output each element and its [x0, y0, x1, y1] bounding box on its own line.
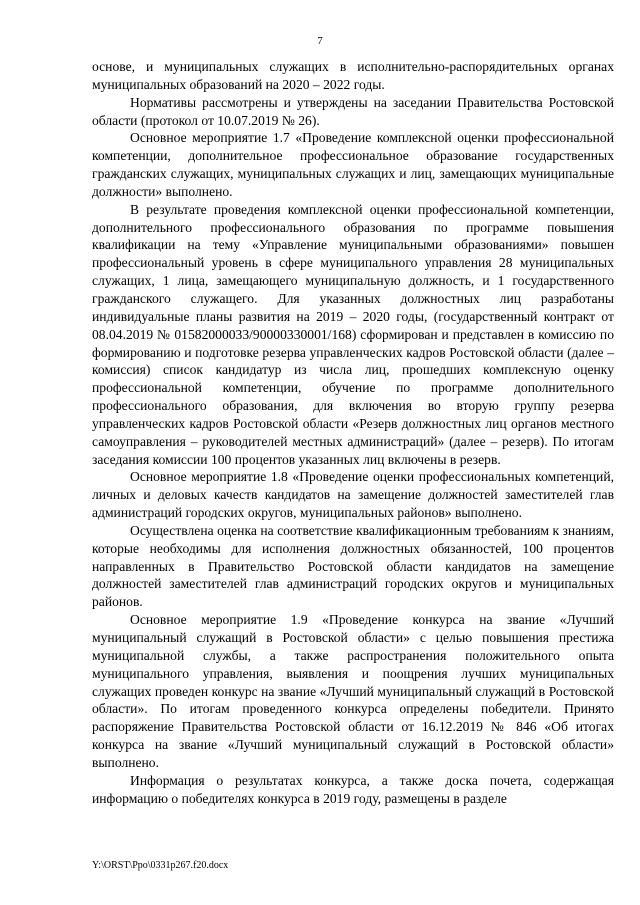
page-number: 7 — [317, 35, 323, 47]
paragraph-assessment-results: В результате проведения комплексной оценки профессиональной компетенции, дополнительного профессионального образования по программе повышения квалификации на тему «Управление муниципальными образованиями» повышен профессиональный уровень в сфере муниципального управления 28 муниципальных служащих, 1 лица, замещающего муниципальную должность, и 1 государственного гражданского служащего. Для указанных должностных лиц разработаны индивидуальные планы развития на 2019 – 2020 годы, (государственный контракт от 08.04.2019 № 01582000033/90000330001/168) сформирован и представлен в комиссию по формированию и подготовке резерва управленческих кадров Ростовской области (далее – комиссия) список кандидатур из числа лиц, прошедших комплексную оценку профессиональной компетенции, обучение по программе дополнительного профессионального образования, для включения во вторую группу резерва управленческих кадров Ростовской области «Резерв должностных лиц органов местного самоуправления – руководителей местных администраций» (далее – резерв). По итогам заседания комиссии 100 процентов указанных лиц включены в резерв. — [92, 201, 614, 467]
paragraph-qualification-assessment: Осуществлена оценка на соответствие квалификационным требованиям к знаниям, которые необходимы для исполнения должностных обязанностей, 100 процентов направленных в Правительство Ростовской области кандидатов на замещение должностей заместителей глав администраций городских округов и муниципальных районов. — [92, 522, 614, 610]
paragraph-activity-1-9: Основное мероприятие 1.9 «Проведение конкурса на звание «Лучший муниципальный служащий в Ростовской области» с целью повышения престижа муниципальной службы, а также распространения положительного опыта муниципального управления, выявления и поощрения лучших муниципальных служащих проведен конкурс на звание «Лучший муниципальный служащий в Ростовской области». По итогам проведенного конкурса определены победители. Принято распоряжение Правительства Ростовской области от 16.12.2019 № 846 «Об итогах конкурса на звание «Лучший муниципальный служащий в Ростовской области» выполнено. — [92, 612, 614, 770]
paragraph-contest-information: Информация о результатах конкурса, а также доска почета, содержащая информацию о победителях конкурса в 2019 году, размещены в разделе — [92, 772, 614, 806]
paragraph-continuation: основе, и муниципальных служащих в исполнительно-распорядительных органах муниципальных образований на 2020 – 2022 годы. — [92, 59, 614, 92]
paragraph-activity-1-8: Основное мероприятие 1.8 «Проведение оценки профессиональных компетенций, личных и деловых качеств кандидатов на замещение должностей заместителей глав администраций городских округов, муниципальных районов» выполнено. — [92, 469, 614, 521]
paragraph-activity-1-7: Основное мероприятие 1.7 «Проведение комплексной оценки профессиональной компетенции, дополнительное профессиональное образование государственных гражданских служащих, муниципальных служащих и лиц, замещающих муниципальные должности» выполнено. — [92, 130, 614, 199]
document-body — [92, 58, 614, 807]
file-path-footer: Y:\ORST\Ppo\0331p267.f20.docx — [92, 860, 229, 871]
paragraph-norms-approval: Нормативы рассмотрены и утверждены на заседании Правительства Ростовской области (протокол от 10.07.2019 № 26). — [92, 94, 614, 128]
